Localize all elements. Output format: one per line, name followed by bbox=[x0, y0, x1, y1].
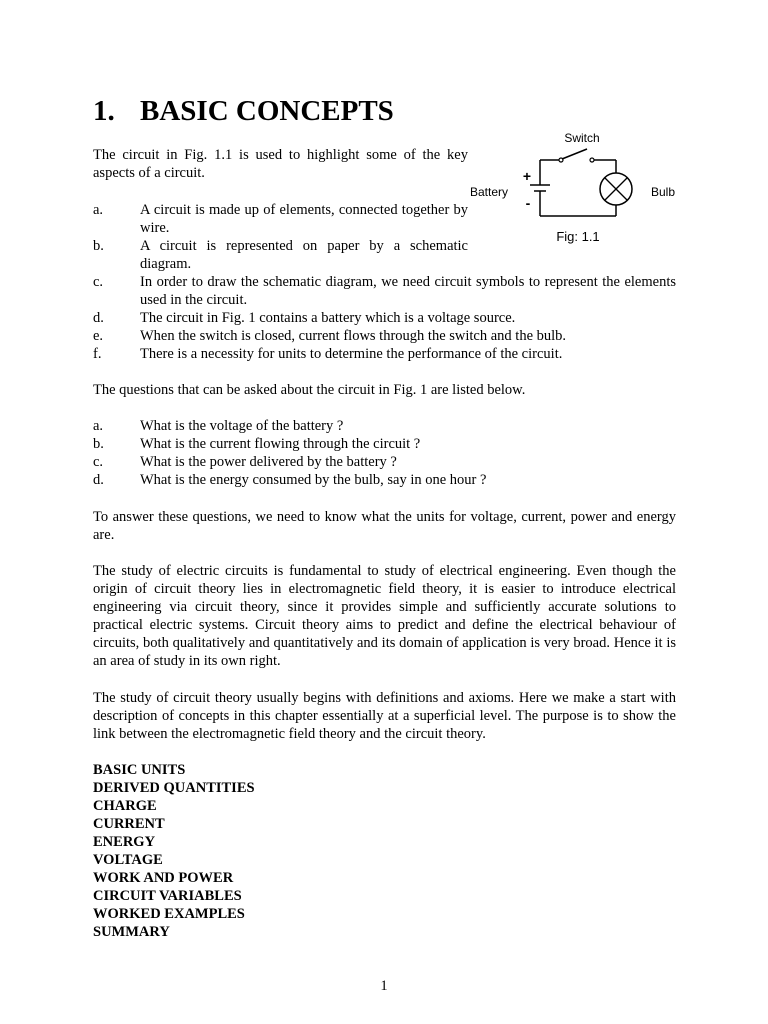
list-item-text: The circuit in Fig. 1 contains a battery which is a voltage source. bbox=[140, 310, 516, 326]
list-item bbox=[93, 327, 676, 345]
chapter-number: 1. bbox=[93, 95, 115, 127]
question-text: What is the voltage of the battery ? bbox=[140, 418, 344, 434]
list-item bbox=[93, 273, 676, 309]
question-label: b. bbox=[93, 436, 104, 452]
figure-caption: Fig: 1.1 bbox=[556, 229, 600, 244]
page-number: 1 bbox=[380, 978, 388, 994]
question-item bbox=[93, 435, 676, 453]
switch-blade bbox=[562, 149, 587, 159]
battery-label: Battery bbox=[470, 185, 509, 199]
topic-item: WORKED EXAMPLES bbox=[93, 906, 245, 922]
list-item bbox=[93, 309, 676, 327]
topic-item: WORK AND POWER bbox=[93, 870, 234, 886]
topic-item: SUMMARY bbox=[93, 924, 170, 940]
question-text: What is the power delivered by the battery ? bbox=[140, 454, 397, 470]
topic-item: CHARGE bbox=[93, 798, 157, 814]
topic-item: DERIVED QUANTITIES bbox=[93, 780, 255, 796]
switch-label: Switch bbox=[564, 131, 600, 145]
question-text: What is the current flowing through the circuit ? bbox=[140, 436, 421, 452]
list-item-text: A circuit is made up of elements, connected together by wire. bbox=[140, 202, 468, 236]
plus-sign: + bbox=[522, 168, 532, 184]
list-item-text: When the switch is closed, current flows through the switch and the bulb. bbox=[140, 328, 567, 344]
question-label: c. bbox=[93, 454, 104, 470]
question-label: a. bbox=[93, 418, 104, 434]
list-item-text: There is a necessity for units to determine the performance of the circuit. bbox=[140, 346, 563, 362]
list-item-text: A circuit is represented on paper by a schematic diagram. bbox=[140, 238, 468, 272]
list-item-label: b. bbox=[93, 238, 104, 254]
switch-contact-right bbox=[590, 158, 594, 162]
circuit-figure bbox=[466, 126, 686, 248]
intro-paragraph: The circuit in Fig. 1.1 is used to highlight some of the key aspects of a circuit. bbox=[93, 147, 468, 181]
question-item bbox=[93, 453, 676, 471]
list-item-label: d. bbox=[93, 310, 104, 326]
list-item-label: c. bbox=[93, 274, 104, 290]
chapter-title: BASIC CONCEPTS bbox=[140, 95, 394, 127]
topic-item: CIRCUIT VARIABLES bbox=[93, 888, 242, 904]
topic-item: ENERGY bbox=[93, 834, 156, 850]
study-paragraph: The study of electric circuits is fundamental to study of electrical engineering. Even though the origin of circuit theory lies in electromagnetic field theory, it is easier to introduce electrical engineering via circuit theory, since it provides simple and sufficiently accurate solutions to practical electric systems. Circuit theory aims to predict and define the electrical behaviour of circuits, both qualitatively and quantitatively and its domain of application is very broad. Hence it is an area of study in its own right. bbox=[93, 563, 676, 669]
answer-paragraph: To answer these questions, we need to know what the units for voltage, current, power and energy are. bbox=[93, 509, 676, 543]
question-label: d. bbox=[93, 472, 104, 488]
question-item bbox=[93, 417, 676, 435]
topic-item: VOLTAGE bbox=[93, 852, 163, 868]
chapter-heading bbox=[93, 93, 394, 129]
list-item-label: f. bbox=[93, 346, 102, 362]
list-item bbox=[93, 345, 676, 363]
theory-paragraph: The study of circuit theory usually begins with definitions and axioms. Here we make a start with description of concepts in this chapter essentially at a superficial level. The purpose is to show the link between the electromagnetic field theory and the circuit theory. bbox=[93, 690, 676, 742]
bulb-label: Bulb bbox=[651, 185, 676, 199]
topic-item: CURRENT bbox=[93, 816, 165, 832]
list-item-text: In order to draw the schematic diagram, we need circuit symbols to represent the elements used in the circuit. bbox=[140, 274, 676, 308]
questions-intro: The questions that can be asked about the circuit in Fig. 1 are listed below. bbox=[93, 382, 526, 398]
topic-item: BASIC UNITS bbox=[93, 762, 186, 778]
topic-list bbox=[93, 761, 255, 941]
list-item-label: e. bbox=[93, 328, 104, 344]
list-item-label: a. bbox=[93, 202, 104, 218]
question-item bbox=[93, 471, 676, 489]
minus-sign: - bbox=[525, 195, 531, 211]
question-text: What is the energy consumed by the bulb, say in one hour ? bbox=[140, 472, 487, 488]
list-item bbox=[93, 237, 468, 273]
list-item bbox=[93, 201, 468, 237]
